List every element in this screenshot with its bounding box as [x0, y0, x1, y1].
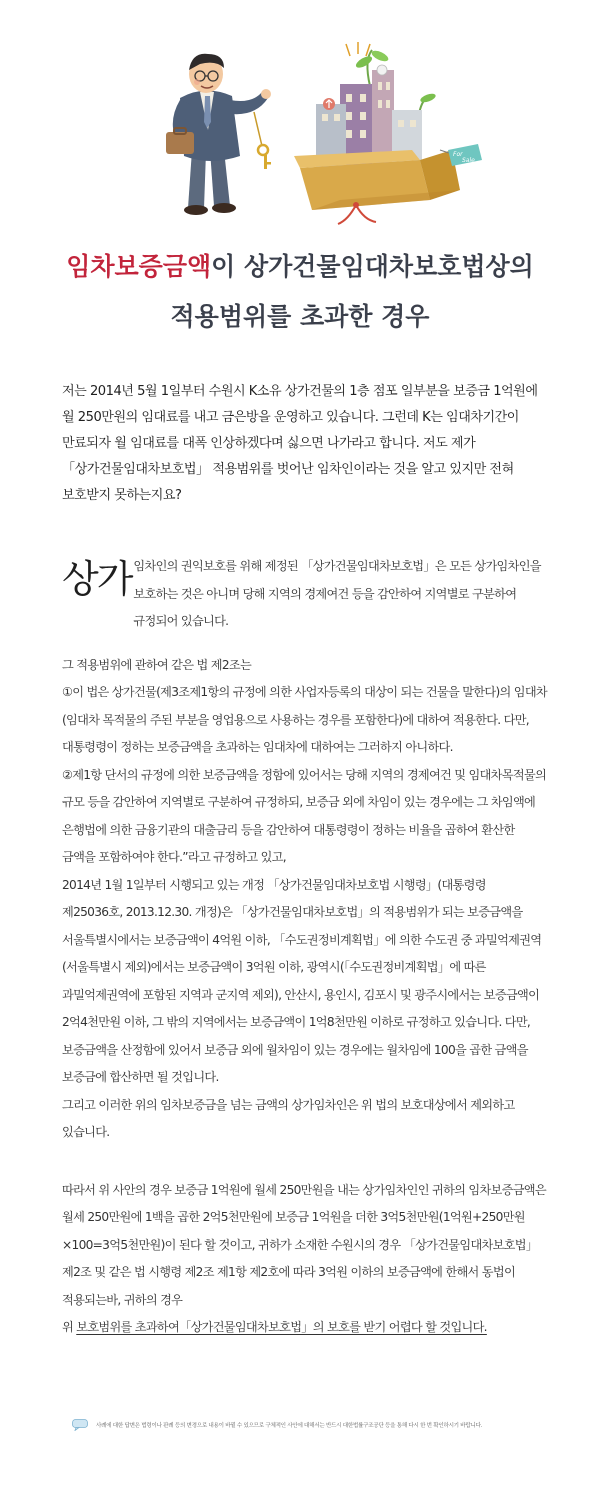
answer-decree: 2014년 1월 1일부터 시행되고 있는 개정 「상가건물임대차보호법 시행령」(대통령령 제25036호, 2013.12.30. 개정)은 「상가건물임대차보호법」의 적용범위가 되는 보증금액을 서울특별시에서는 보증금액이 4억원 이하, 「수도권정비계획법」에 의한 수도권 중 과밀억제권역(서울특별시 제외)에서는 보증금액이 3억원 이하, 광역시(「수도권정비계획법」에 따른 과밀억제권역에 포함된 지역과 군지역 제외), 안산시, 용인시, 김포시 및 광주시에서는 보증금액이 2억4천만원 이하, 그 밖의 지역에서는 보증금액이 1억8천만원 이하로 규정하고 있습니다. 다만, 보증금액을 산정함에 있어서 보증금 외에 월차임이 있는 경우에는 월차임에 100을 곱한 금액을 보증금에 합산하면 될 것입니다. [62, 877, 542, 1084]
answer-clause-2: ②제1항 단서의 규정에 의한 보증금액을 정함에 있어서는 당해 지역의 경제여건 및 임대차목적물의 규모 등을 감안하여 지역별로 구분하여 규정하되, 보증금 외에 차임이 있는 경우에는 그 차임액에 은행법에 의한 금융기관의 대출금리 등을 감안하여 대통령령이 정하는 비율을 곱하여 환산한 금액을 포함하여야 한다.”라고 규정하고 있고, [62, 767, 547, 864]
sale-tag-top: For [453, 151, 463, 158]
question-paragraph: 저는 2014년 5월 1일부터 수원시 K소유 상가건물의 1층 점포 일부분을 보증금 1억원에 월 250만원의 임대료를 내고 금은방을 운영하고 있습니다. 그런데 K는 임대차기간이 만료되자 월 임대료를 대폭 인상하겠다며 싫으면 나가라고 합니다. 저도 제가 「상가건물임대차보호법」 적용범위를 벗어난 임차인이라는 것을 알고 있지만 전혀 보호받지 못하는지요? [62, 384, 538, 503]
answer-body [62, 553, 548, 1342]
answer-final [62, 1314, 548, 1342]
article-title [0, 242, 600, 342]
answer-intro-text: 임차인의 권익보호를 위해 제정된 「상가건물임대차보호법」은 모든 상가임차인을 보호하는 것은 아니며 당해 지역의 경제여건 등을 감안하여 지역별로 구분하여 규정되어 있습니다. [133, 559, 541, 628]
hero-illustration [0, 0, 600, 235]
answer-final-prefix: 위 [62, 1320, 77, 1334]
answer-final-underlined: 보호범위를 초과하여「상가건물임대차보호법」의 보호를 받기 어렵다 할 것입니다. [76, 1320, 487, 1334]
title-line-1 [0, 242, 600, 292]
speech-bubble-icon [72, 1419, 90, 1431]
title-accent: 임차보증금액 [66, 252, 212, 281]
sale-tag-bottom: Sale [462, 157, 475, 164]
answer-lead: 그 적용범위에 관하여 같은 법 제2조는 [62, 657, 252, 672]
footer-text: 사례에 대한 답변은 법령이나 판례 등의 변경으로 내용이 바뀔 수 있으므로 구체적인 사안에 대해서는 반드시 대한법률구조공단 등을 통해 다시 한 번 확인하시기 바랍니다. [96, 1423, 483, 1429]
title-line-2: 적용범위를 초과한 경우 [170, 302, 430, 331]
answer-exclusion: 그리고 이러한 위의 임차보증금을 넘는 금액의 상가임차인은 위 법의 보호대상에서 제외하고 있습니다. [62, 1097, 515, 1139]
answer-clause-1: ①이 법은 상가건물(제3조제1항의 규정에 의한 사업자등록의 대상이 되는 건물을 말한다)의 임대차(임대차 목적물의 주된 부분을 영업용으로 사용하는 경우를 포함한다)에 대하여 적용한다. 다만, 대통령령이 정하는 보증금액을 초과하는 임대차에 대하여는 그러하지 아니하다. [62, 685, 547, 754]
title-line-1-rest: 이 상가건물임대차보호법상의 [211, 252, 534, 281]
footer-disclaimer [72, 1415, 482, 1435]
dropcap: 상가 [62, 557, 132, 601]
answer-conclusion: 따라서 위 사안의 경우 보증금 1억원에 월세 250만원을 내는 상가임차인인 귀하의 임차보증금액은 월세 250만원에 1백을 곱한 2억5천만원에 보증금 1억원을 더한 3억5천만원(1억원+250만원×100=3억5천만원)이 된다 할 것이고, 귀하가 소재한 수원시의 경우 「상가건물임대차보호법」 제2조 및 같은 법 시행령 제2조 제1항 제2호에 따라 3억원 이하의 보증금액에 한해서 동법이 적용되는바, 귀하의 경우 [62, 1182, 546, 1307]
buildings-box-illustration [294, 42, 482, 224]
businessman-figure [166, 54, 271, 215]
answer-intro [62, 553, 548, 636]
